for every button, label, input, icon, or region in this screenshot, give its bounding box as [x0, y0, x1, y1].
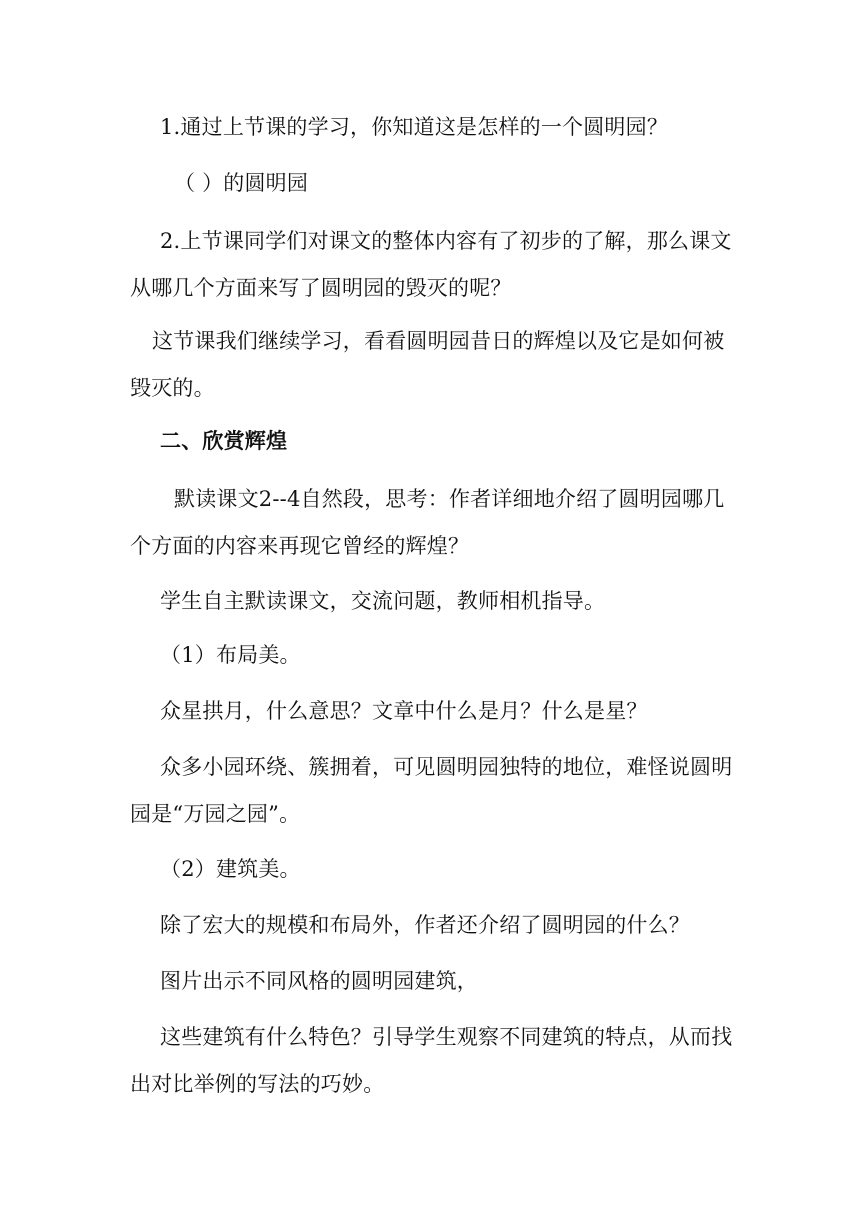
architecture-question: 除了宏大的规模和布局外，作者还介绍了圆明园的什么？ [160, 913, 690, 937]
subheading-layout: （1）布局美。 [160, 643, 301, 667]
layout-explanation: 众多小园环绕、簇拥着，可见圆明园独特的地位，难怪说圆明园是“万园之园”。 [130, 755, 733, 826]
question-2: 2.上节课同学们对课文的整体内容有了初步的了解，那么课文从哪几个方面来写了圆明园的毁灭的呢？ [130, 229, 732, 300]
intro-paragraph: 这节课我们继续学习，看看圆明园昔日的辉煌以及它是如何被毁灭的。 [130, 329, 725, 400]
architecture-guidance: 这些建筑有什么特色？引导学生观察不同建筑的特点，从而找出对比举例的写法的巧妙。 [130, 1025, 733, 1096]
subheading-architecture: （2）建筑美。 [160, 857, 301, 881]
picture-display: 图片出示不同风格的圆明园建筑， [160, 969, 478, 993]
reading-task: 默读课文2--4自然段，思考：作者详细地介绍了圆明园哪几个方面的内容来再现它曾经的辉煌？ [130, 487, 725, 558]
section-heading: 二、欣赏辉煌 [160, 429, 288, 453]
student-activity: 学生自主默读课文，交流问题，教师相机指导。 [160, 589, 606, 613]
question-1: 1.通过上节课的学习，你知道这是怎样的一个圆明园？ [160, 115, 669, 139]
fill-blank-line: （ ）的圆明园 [174, 171, 309, 195]
layout-question: 众星拱月，什么意思？文章中什么是月？什么是星？ [160, 699, 648, 723]
